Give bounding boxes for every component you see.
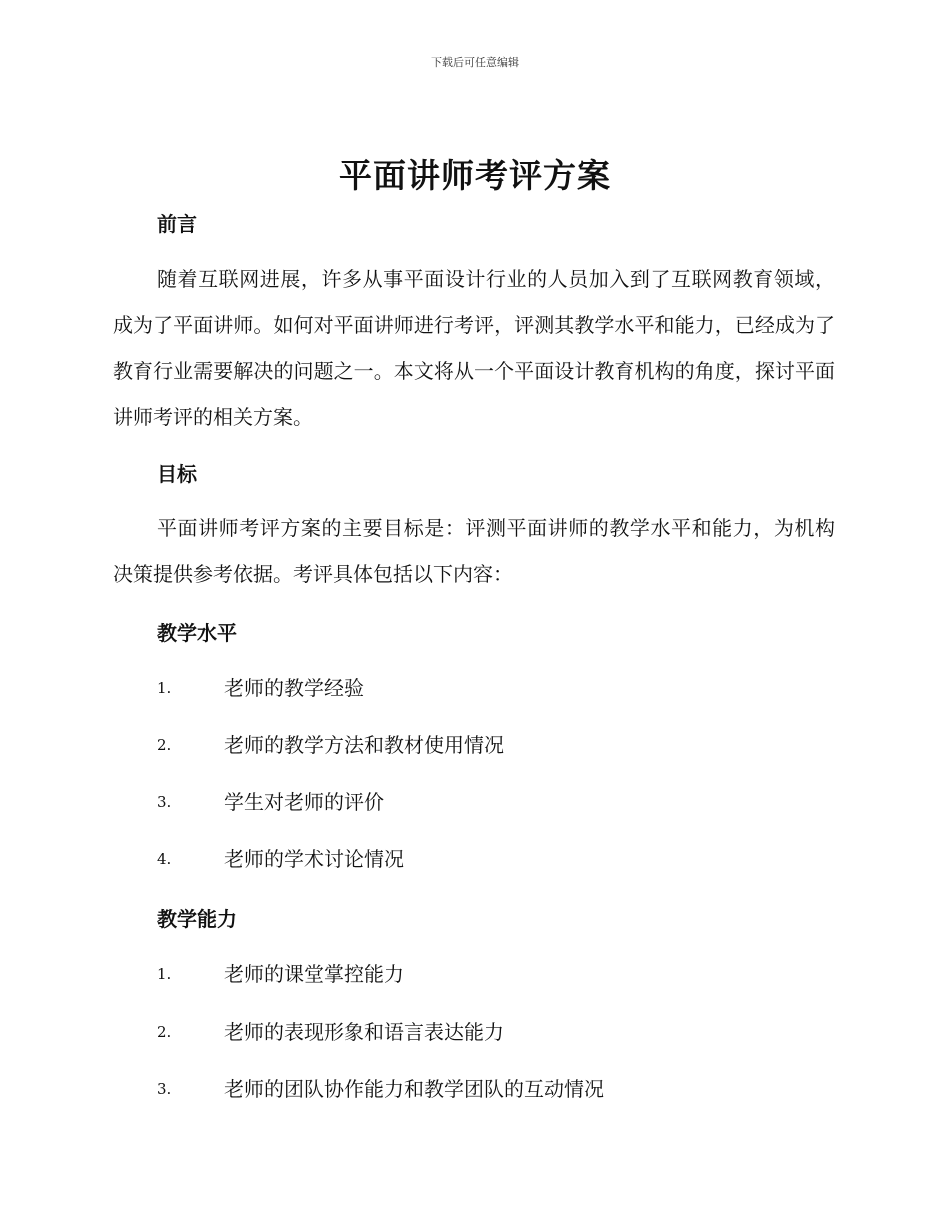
list-item-text: 老师的课堂掌控能力 — [224, 962, 404, 986]
list-item-text: 老师的表现形象和语言表达能力 — [224, 1020, 504, 1044]
preface-paragraph: 随着互联网进展，许多从事平面设计行业的人员加入到了互联网教育领域，成为了平面讲师。如何对平面讲师进行考评，评测其教学水平和能力，已经成为了教育行业需要解决的问题之一。本文将从一个平面设计教育机构的角度，探讨平面讲师考评的相关方案。 — [113, 267, 835, 429]
list-item-text: 老师的学术讨论情况 — [224, 847, 404, 871]
section-heading-goal: 目标 — [157, 462, 197, 486]
list-item-number: 2. — [157, 736, 172, 754]
list-item-number: 3. — [157, 1080, 172, 1098]
list-item-number: 1. — [157, 965, 172, 983]
section-heading-teaching-level: 教学水平 — [157, 621, 237, 645]
list-item-text: 老师的团队协作能力和教学团队的互动情况 — [224, 1077, 604, 1101]
list-item-number: 3. — [157, 793, 172, 811]
section-heading-preface: 前言 — [157, 212, 197, 236]
list-item-text: 老师的教学经验 — [224, 676, 364, 700]
document-title: 平面讲师考评方案 — [339, 156, 611, 195]
list-item-text: 老师的教学方法和教材使用情况 — [224, 733, 504, 757]
list-item-text: 学生对老师的评价 — [224, 790, 384, 814]
section-heading-teaching-ability: 教学能力 — [157, 907, 237, 931]
goal-paragraph: 平面讲师考评方案的主要目标是：评测平面讲师的教学水平和能力，为机构决策提供参考依据。考评具体包括以下内容： — [113, 516, 835, 586]
list-item-number: 2. — [157, 1023, 172, 1041]
list-item-number: 1. — [157, 679, 172, 697]
header-note: 下载后可任意编辑 — [431, 56, 519, 69]
list-item-number: 4. — [157, 850, 172, 868]
